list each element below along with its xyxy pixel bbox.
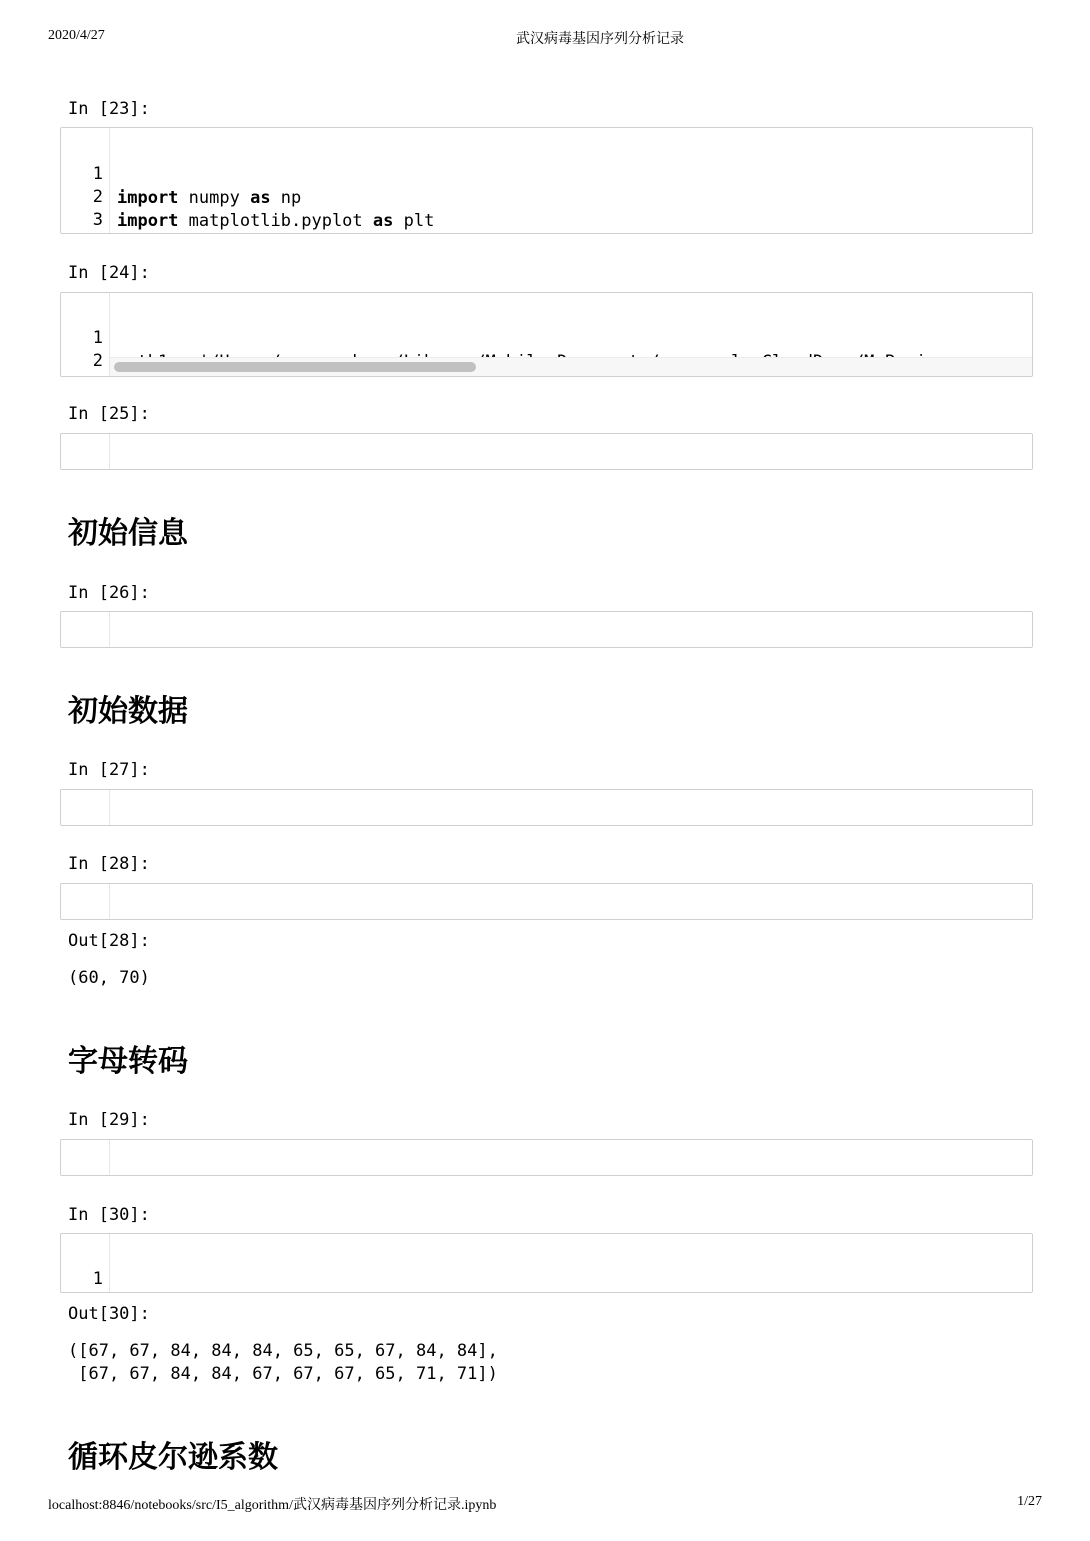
code-cell-27[interactable] xyxy=(60,789,1033,826)
code-line xyxy=(61,1149,122,1173)
keyword: import xyxy=(117,211,179,231)
code-line xyxy=(61,207,122,231)
line-number xyxy=(61,231,103,234)
cell-output: (60, 70) xyxy=(68,968,150,988)
code-text: np xyxy=(270,188,302,208)
line-number xyxy=(61,1173,103,1176)
code-line xyxy=(61,621,122,645)
code-cell-28[interactable] xyxy=(60,883,1033,920)
code-line xyxy=(61,325,122,371)
output-prompt: Out[28]: xyxy=(68,931,150,951)
keyword: as xyxy=(250,188,271,208)
cell-output-line: ([67, 67, 84, 84, 84, 65, 65, 67, 84, 84], xyxy=(68,1341,498,1361)
code-text: plt xyxy=(393,211,435,231)
input-prompt: In [25]: xyxy=(68,404,150,424)
print-date: 2020/4/27 xyxy=(48,28,105,43)
line-number xyxy=(61,917,103,920)
line-number: 1 xyxy=(92,328,103,348)
code-line xyxy=(61,444,122,468)
document-title: 武汉病毒基因序列分析记录 xyxy=(516,32,684,47)
code-cell-30[interactable] xyxy=(60,1233,1033,1293)
keyword: as xyxy=(372,211,394,231)
section-heading: 初始数据 xyxy=(68,694,188,729)
keyword: import xyxy=(117,188,179,208)
code-text: matplotlib.pyplot xyxy=(178,211,373,231)
line-number: 3 xyxy=(92,210,103,230)
line-number xyxy=(61,1290,103,1293)
line-number: 1 xyxy=(92,1269,103,1289)
input-prompt: In [27]: xyxy=(68,760,150,780)
input-prompt: In [29]: xyxy=(68,1110,150,1130)
input-prompt: In [26]: xyxy=(68,583,150,603)
print-footer xyxy=(0,1494,1090,1514)
code-cell-25[interactable] xyxy=(60,433,1033,470)
line-number: 2 xyxy=(92,351,103,371)
horizontal-scrollbar-track[interactable] xyxy=(110,357,1032,376)
code-line xyxy=(61,1266,122,1290)
line-number: 1 xyxy=(92,164,103,184)
code-line xyxy=(61,184,122,230)
page-number: 1/27 xyxy=(1017,1494,1042,1509)
code-cell-26[interactable] xyxy=(60,611,1033,648)
code-cell-24[interactable] xyxy=(60,292,1033,377)
line-number xyxy=(61,468,103,470)
horizontal-scrollbar-thumb[interactable] xyxy=(114,362,476,372)
input-prompt: In [30]: xyxy=(68,1205,150,1225)
code-line xyxy=(61,138,302,208)
code-line xyxy=(61,1243,122,1289)
section-heading: 初始信息 xyxy=(68,516,188,551)
line-number: 2 xyxy=(92,187,103,207)
cell-output-line: [67, 67, 84, 84, 67, 67, 67, 65, 71, 71]) xyxy=(68,1364,498,1384)
code-text: numpy xyxy=(178,188,251,208)
page-url: localhost:8846/notebooks/src/I5_algorithm/武汉病毒基因序列分析记录.ipynb xyxy=(48,1498,497,1513)
section-heading: 字母转码 xyxy=(68,1044,188,1079)
line-number xyxy=(61,645,103,648)
output-prompt: Out[30]: xyxy=(68,1304,150,1324)
section-heading: 循环皮尔逊系数 xyxy=(68,1440,278,1475)
input-prompt: In [23]: xyxy=(68,99,150,119)
code-line xyxy=(61,798,122,822)
line-number xyxy=(61,822,103,826)
code-line xyxy=(61,302,122,348)
print-header xyxy=(0,28,1090,48)
code-line xyxy=(61,893,122,917)
input-prompt: In [28]: xyxy=(68,854,150,874)
code-cell-29[interactable] xyxy=(60,1139,1033,1176)
code-text xyxy=(117,1291,905,1293)
code-cell-23[interactable] xyxy=(60,127,1033,234)
input-prompt: In [24]: xyxy=(68,263,150,283)
